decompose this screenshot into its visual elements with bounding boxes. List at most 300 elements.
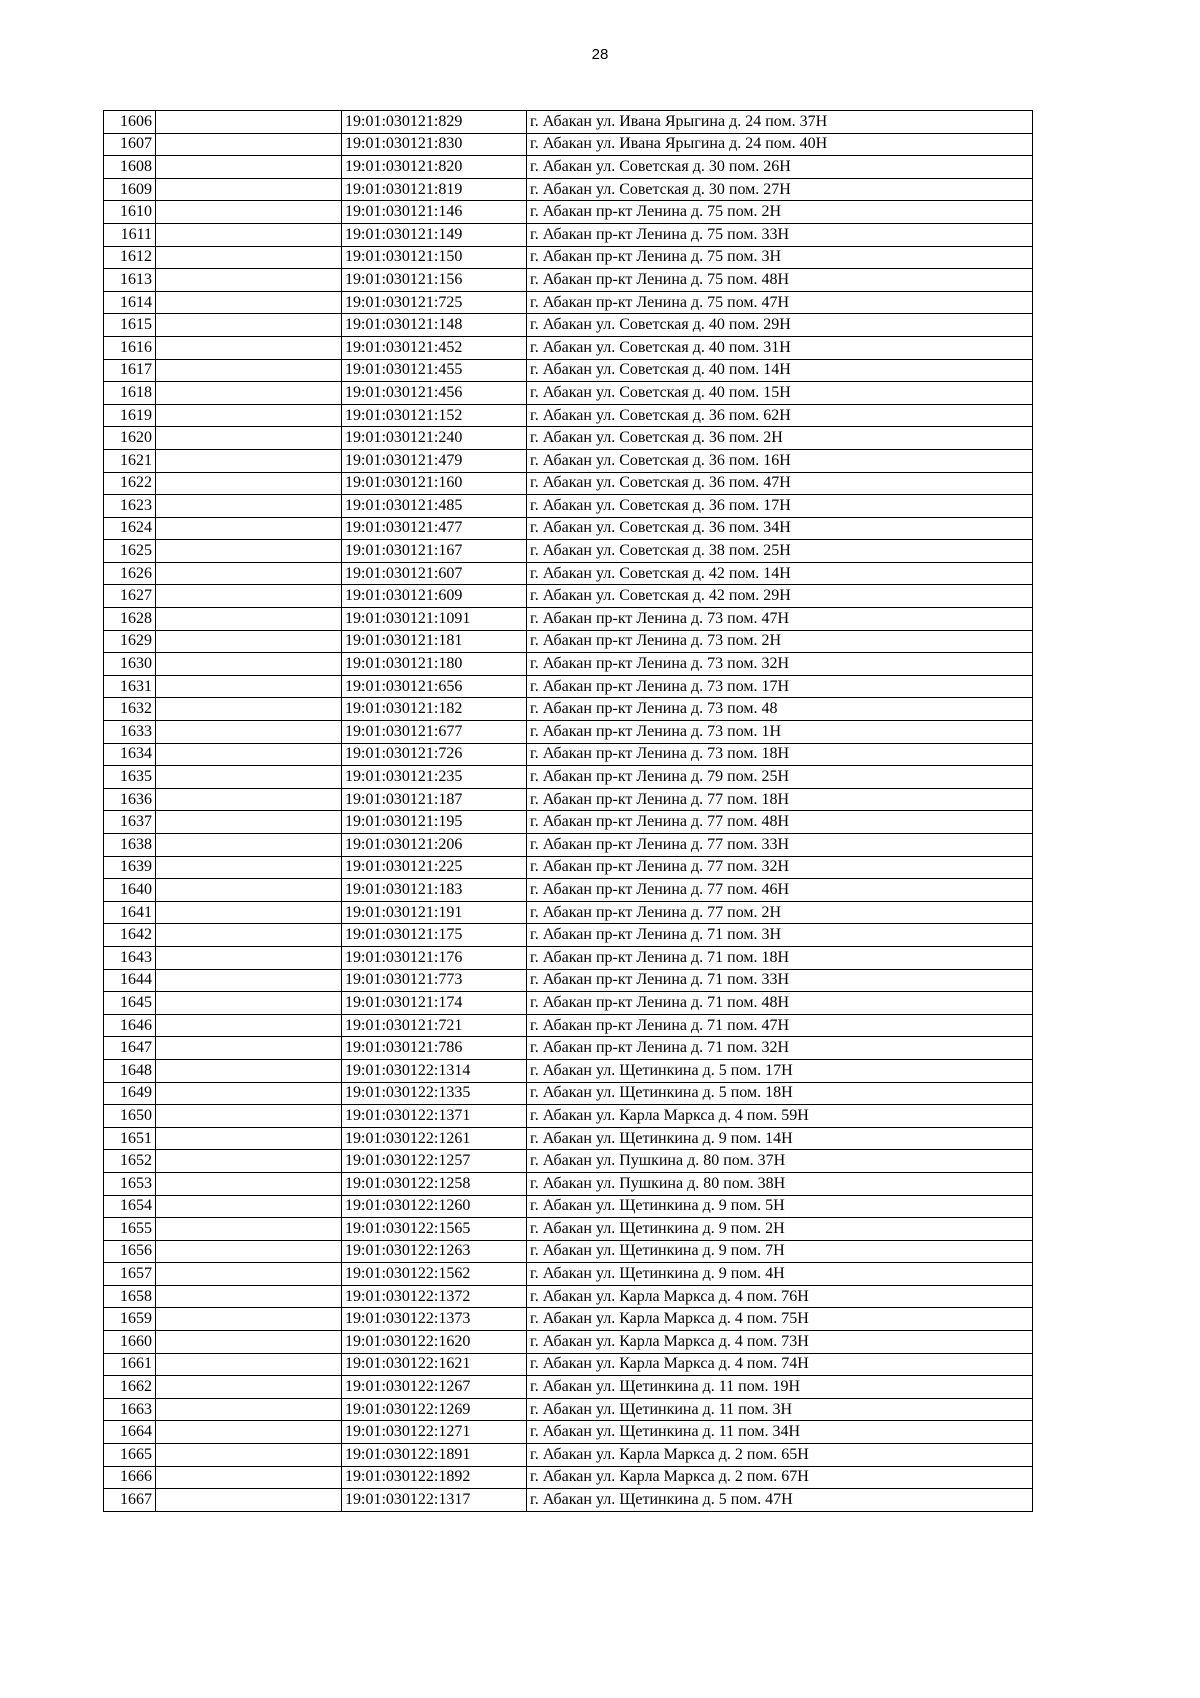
- empty-cell: [156, 1195, 342, 1218]
- address-cell: г. Абакан пр-кт Ленина д. 77 пом. 33Н: [527, 834, 1033, 857]
- row-number-cell: 1634: [104, 743, 156, 766]
- address-cell: г. Абакан пр-кт Ленина д. 75 пом. 47Н: [527, 291, 1033, 314]
- address-cell: г. Абакан ул. Щетинкина д. 9 пом. 14Н: [527, 1127, 1033, 1150]
- empty-cell: [156, 811, 342, 834]
- cadastral-number-cell: 19:01:030121:609: [342, 585, 527, 608]
- cadastral-number-cell: 19:01:030122:1269: [342, 1398, 527, 1421]
- table-row: [104, 1059, 1033, 1082]
- table-row: [104, 924, 1033, 947]
- address-cell: г. Абакан ул. Советская д. 30 пом. 27Н: [527, 178, 1033, 201]
- row-number-cell: 1608: [104, 156, 156, 179]
- empty-cell: [156, 1172, 342, 1195]
- row-number-cell: 1650: [104, 1105, 156, 1128]
- empty-cell: [156, 223, 342, 246]
- cadastral-number-cell: 19:01:030122:1257: [342, 1150, 527, 1173]
- empty-cell: [156, 1308, 342, 1331]
- row-number-cell: 1663: [104, 1398, 156, 1421]
- row-number-cell: 1615: [104, 314, 156, 337]
- row-number-cell: 1624: [104, 517, 156, 540]
- table-row: [104, 1082, 1033, 1105]
- row-number-cell: 1649: [104, 1082, 156, 1105]
- cadastral-number-cell: 19:01:030121:148: [342, 314, 527, 337]
- cadastral-number-cell: 19:01:030121:677: [342, 721, 527, 744]
- cadastral-number-cell: 19:01:030121:829: [342, 111, 527, 134]
- cadastral-number-cell: 19:01:030121:786: [342, 1037, 527, 1060]
- cadastral-number-cell: 19:01:030122:1891: [342, 1444, 527, 1467]
- row-number-cell: 1666: [104, 1466, 156, 1489]
- address-cell: г. Абакан ул. Карла Маркса д. 4 пом. 73Н: [527, 1331, 1033, 1354]
- address-cell: г. Абакан пр-кт Ленина д. 71 пом. 18Н: [527, 946, 1033, 969]
- empty-cell: [156, 1466, 342, 1489]
- table-row: [104, 1014, 1033, 1037]
- row-number-cell: 1656: [104, 1240, 156, 1263]
- table-row: [104, 1037, 1033, 1060]
- empty-cell: [156, 517, 342, 540]
- empty-cell: [156, 133, 342, 156]
- empty-cell: [156, 1444, 342, 1467]
- address-cell: г. Абакан пр-кт Ленина д. 77 пом. 18Н: [527, 788, 1033, 811]
- cadastral-number-cell: 19:01:030122:1317: [342, 1489, 527, 1512]
- cadastral-number-cell: 19:01:030121:182: [342, 698, 527, 721]
- table-row: [104, 946, 1033, 969]
- row-number-cell: 1653: [104, 1172, 156, 1195]
- address-cell: г. Абакан ул. Советская д. 40 пом. 14Н: [527, 359, 1033, 382]
- address-cell: г. Абакан ул. Советская д. 42 пом. 29Н: [527, 585, 1033, 608]
- empty-cell: [156, 291, 342, 314]
- table-row: [104, 133, 1033, 156]
- address-cell: г. Абакан ул. Щетинкина д. 11 пом. 19Н: [527, 1376, 1033, 1399]
- row-number-cell: 1629: [104, 630, 156, 653]
- address-cell: г. Абакан пр-кт Ленина д. 71 пом. 47Н: [527, 1014, 1033, 1037]
- cadastral-number-cell: 19:01:030121:456: [342, 382, 527, 405]
- table-row: [104, 1218, 1033, 1241]
- empty-cell: [156, 314, 342, 337]
- empty-cell: [156, 382, 342, 405]
- cadastral-number-cell: 19:01:030121:181: [342, 630, 527, 653]
- table-row: [104, 269, 1033, 292]
- cadastral-number-cell: 19:01:030121:176: [342, 946, 527, 969]
- table-row: [104, 1308, 1033, 1331]
- table-row: [104, 1195, 1033, 1218]
- cadastral-number-cell: 19:01:030122:1258: [342, 1172, 527, 1195]
- address-cell: г. Абакан пр-кт Ленина д. 73 пом. 17Н: [527, 675, 1033, 698]
- address-cell: г. Абакан пр-кт Ленина д. 73 пом. 47Н: [527, 608, 1033, 631]
- empty-cell: [156, 427, 342, 450]
- address-cell: г. Абакан пр-кт Ленина д. 73 пом. 48: [527, 698, 1033, 721]
- address-cell: г. Абакан пр-кт Ленина д. 73 пом. 32Н: [527, 653, 1033, 676]
- empty-cell: [156, 856, 342, 879]
- cadastral-number-cell: 19:01:030122:1565: [342, 1218, 527, 1241]
- table-row: [104, 1398, 1033, 1421]
- empty-cell: [156, 1037, 342, 1060]
- cadastral-number-cell: 19:01:030121:146: [342, 201, 527, 224]
- row-number-cell: 1643: [104, 946, 156, 969]
- empty-cell: [156, 1285, 342, 1308]
- address-cell: г. Абакан ул. Пушкина д. 80 пом. 38Н: [527, 1172, 1033, 1195]
- cadastral-number-cell: 19:01:030122:1562: [342, 1263, 527, 1286]
- row-number-cell: 1633: [104, 721, 156, 744]
- row-number-cell: 1642: [104, 924, 156, 947]
- address-cell: г. Абакан ул. Щетинкина д. 9 пом. 7Н: [527, 1240, 1033, 1263]
- address-cell: г. Абакан ул. Щетинкина д. 5 пом. 47Н: [527, 1489, 1033, 1512]
- cadastral-number-cell: 19:01:030121:183: [342, 879, 527, 902]
- row-number-cell: 1614: [104, 291, 156, 314]
- table-row: [104, 1172, 1033, 1195]
- table-row: [104, 517, 1033, 540]
- address-cell: г. Абакан пр-кт Ленина д. 71 пом. 33Н: [527, 969, 1033, 992]
- empty-cell: [156, 1353, 342, 1376]
- cadastral-number-cell: 19:01:030121:175: [342, 924, 527, 947]
- row-number-cell: 1645: [104, 992, 156, 1015]
- row-number-cell: 1607: [104, 133, 156, 156]
- address-cell: г. Абакан пр-кт Ленина д. 77 пом. 2Н: [527, 901, 1033, 924]
- table-row: [104, 1444, 1033, 1467]
- page-number: 28: [591, 46, 609, 63]
- empty-cell: [156, 201, 342, 224]
- table-row: [104, 495, 1033, 518]
- table-row: [104, 1150, 1033, 1173]
- address-cell: г. Абакан ул. Советская д. 40 пом. 15Н: [527, 382, 1033, 405]
- table-row: [104, 879, 1033, 902]
- address-cell: г. Абакан пр-кт Ленина д. 71 пом. 3Н: [527, 924, 1033, 947]
- table-row: [104, 223, 1033, 246]
- cadastral-number-cell: 19:01:030121:240: [342, 427, 527, 450]
- empty-cell: [156, 1263, 342, 1286]
- row-number-cell: 1640: [104, 879, 156, 902]
- cadastral-number-cell: 19:01:030121:1091: [342, 608, 527, 631]
- cadastral-number-cell: 19:01:030121:174: [342, 992, 527, 1015]
- cadastral-number-cell: 19:01:030122:1620: [342, 1331, 527, 1354]
- address-cell: г. Абакан ул. Щетинкина д. 11 пом. 3Н: [527, 1398, 1033, 1421]
- address-cell: г. Абакан ул. Карла Маркса д. 4 пом. 76Н: [527, 1285, 1033, 1308]
- row-number-cell: 1625: [104, 540, 156, 563]
- cadastral-number-cell: 19:01:030121:721: [342, 1014, 527, 1037]
- empty-cell: [156, 449, 342, 472]
- table-row: [104, 698, 1033, 721]
- cadastral-number-cell: 19:01:030121:607: [342, 562, 527, 585]
- empty-cell: [156, 1398, 342, 1421]
- row-number-cell: 1655: [104, 1218, 156, 1241]
- row-number-cell: 1622: [104, 472, 156, 495]
- table-row: [104, 992, 1033, 1015]
- cadastral-number-cell: 19:01:030121:726: [342, 743, 527, 766]
- row-number-cell: 1667: [104, 1489, 156, 1512]
- table-row: [104, 721, 1033, 744]
- row-number-cell: 1627: [104, 585, 156, 608]
- cadastral-number-cell: 19:01:030122:1335: [342, 1082, 527, 1105]
- empty-cell: [156, 1421, 342, 1444]
- row-number-cell: 1644: [104, 969, 156, 992]
- cadastral-number-cell: 19:01:030122:1260: [342, 1195, 527, 1218]
- property-registry-table: [103, 110, 1033, 1512]
- table-row: [104, 336, 1033, 359]
- address-cell: г. Абакан ул. Советская д. 40 пом. 29Н: [527, 314, 1033, 337]
- address-cell: г. Абакан ул. Щетинкина д. 5 пом. 17Н: [527, 1059, 1033, 1082]
- row-number-cell: 1654: [104, 1195, 156, 1218]
- empty-cell: [156, 1127, 342, 1150]
- empty-cell: [156, 111, 342, 134]
- table-row: [104, 766, 1033, 789]
- address-cell: г. Абакан пр-кт Ленина д. 73 пом. 2Н: [527, 630, 1033, 653]
- address-cell: г. Абакан ул. Советская д. 36 пом. 16Н: [527, 449, 1033, 472]
- row-number-cell: 1658: [104, 1285, 156, 1308]
- cadastral-number-cell: 19:01:030122:1261: [342, 1127, 527, 1150]
- address-cell: г. Абакан пр-кт Ленина д. 73 пом. 18Н: [527, 743, 1033, 766]
- address-cell: г. Абакан ул. Советская д. 36 пом. 47Н: [527, 472, 1033, 495]
- address-cell: г. Абакан пр-кт Ленина д. 71 пом. 48Н: [527, 992, 1033, 1015]
- table-row: [104, 427, 1033, 450]
- address-cell: г. Абакан ул. Пушкина д. 80 пом. 37Н: [527, 1150, 1033, 1173]
- empty-cell: [156, 630, 342, 653]
- cadastral-number-cell: 19:01:030122:1892: [342, 1466, 527, 1489]
- cadastral-number-cell: 19:01:030121:235: [342, 766, 527, 789]
- cadastral-number-cell: 19:01:030121:725: [342, 291, 527, 314]
- row-number-cell: 1606: [104, 111, 156, 134]
- address-cell: г. Абакан ул. Советская д. 42 пом. 14Н: [527, 562, 1033, 585]
- empty-cell: [156, 404, 342, 427]
- row-number-cell: 1621: [104, 449, 156, 472]
- empty-cell: [156, 766, 342, 789]
- cadastral-number-cell: 19:01:030121:225: [342, 856, 527, 879]
- cadastral-number-cell: 19:01:030121:149: [342, 223, 527, 246]
- row-number-cell: 1657: [104, 1263, 156, 1286]
- empty-cell: [156, 269, 342, 292]
- empty-cell: [156, 472, 342, 495]
- row-number-cell: 1638: [104, 834, 156, 857]
- row-number-cell: 1659: [104, 1308, 156, 1331]
- empty-cell: [156, 178, 342, 201]
- row-number-cell: 1616: [104, 336, 156, 359]
- row-number-cell: 1635: [104, 766, 156, 789]
- empty-cell: [156, 1489, 342, 1512]
- row-number-cell: 1630: [104, 653, 156, 676]
- empty-cell: [156, 359, 342, 382]
- row-number-cell: 1646: [104, 1014, 156, 1037]
- address-cell: г. Абакан ул. Щетинкина д. 5 пом. 18Н: [527, 1082, 1033, 1105]
- cadastral-number-cell: 19:01:030121:160: [342, 472, 527, 495]
- row-number-cell: 1661: [104, 1353, 156, 1376]
- table-row: [104, 156, 1033, 179]
- row-number-cell: 1623: [104, 495, 156, 518]
- empty-cell: [156, 901, 342, 924]
- row-number-cell: 1631: [104, 675, 156, 698]
- address-cell: г. Абакан ул. Советская д. 38 пом. 25Н: [527, 540, 1033, 563]
- registry-table-body: [104, 111, 1033, 1512]
- table-row: [104, 314, 1033, 337]
- row-number-cell: 1632: [104, 698, 156, 721]
- table-row: [104, 246, 1033, 269]
- cadastral-number-cell: 19:01:030122:1271: [342, 1421, 527, 1444]
- cadastral-number-cell: 19:01:030122:1373: [342, 1308, 527, 1331]
- cadastral-number-cell: 19:01:030122:1621: [342, 1353, 527, 1376]
- address-cell: г. Абакан пр-кт Ленина д. 71 пом. 32Н: [527, 1037, 1033, 1060]
- table-row: [104, 1285, 1033, 1308]
- table-row: [104, 1489, 1033, 1512]
- address-cell: г. Абакан ул. Советская д. 36 пом. 17Н: [527, 495, 1033, 518]
- address-cell: г. Абакан пр-кт Ленина д. 75 пом. 48Н: [527, 269, 1033, 292]
- address-cell: г. Абакан пр-кт Ленина д. 77 пом. 48Н: [527, 811, 1033, 834]
- row-number-cell: 1611: [104, 223, 156, 246]
- table-row: [104, 1421, 1033, 1444]
- cadastral-number-cell: 19:01:030122:1372: [342, 1285, 527, 1308]
- cadastral-number-cell: 19:01:030121:452: [342, 336, 527, 359]
- table-row: [104, 1240, 1033, 1263]
- table-row: [104, 449, 1033, 472]
- cadastral-number-cell: 19:01:030121:152: [342, 404, 527, 427]
- row-number-cell: 1652: [104, 1150, 156, 1173]
- cadastral-number-cell: 19:01:030121:819: [342, 178, 527, 201]
- row-number-cell: 1651: [104, 1127, 156, 1150]
- address-cell: г. Абакан ул. Карла Маркса д. 4 пом. 75Н: [527, 1308, 1033, 1331]
- row-number-cell: 1641: [104, 901, 156, 924]
- empty-cell: [156, 1014, 342, 1037]
- empty-cell: [156, 1150, 342, 1173]
- table-row: [104, 1353, 1033, 1376]
- table-row: [104, 1105, 1033, 1128]
- address-cell: г. Абакан ул. Щетинкина д. 11 пом. 34Н: [527, 1421, 1033, 1444]
- row-number-cell: 1639: [104, 856, 156, 879]
- row-number-cell: 1612: [104, 246, 156, 269]
- empty-cell: [156, 495, 342, 518]
- address-cell: г. Абакан пр-кт Ленина д. 75 пом. 33Н: [527, 223, 1033, 246]
- empty-cell: [156, 969, 342, 992]
- empty-cell: [156, 608, 342, 631]
- row-number-cell: 1619: [104, 404, 156, 427]
- address-cell: г. Абакан ул. Советская д. 40 пом. 31Н: [527, 336, 1033, 359]
- cadastral-number-cell: 19:01:030122:1314: [342, 1059, 527, 1082]
- table-row: [104, 630, 1033, 653]
- empty-cell: [156, 1105, 342, 1128]
- cadastral-number-cell: 19:01:030122:1263: [342, 1240, 527, 1263]
- table-row: [104, 291, 1033, 314]
- cadastral-number-cell: 19:01:030121:820: [342, 156, 527, 179]
- cadastral-number-cell: 19:01:030121:195: [342, 811, 527, 834]
- table-row: [104, 201, 1033, 224]
- empty-cell: [156, 653, 342, 676]
- empty-cell: [156, 156, 342, 179]
- table-row: [104, 562, 1033, 585]
- row-number-cell: 1613: [104, 269, 156, 292]
- table-row: [104, 675, 1033, 698]
- cadastral-number-cell: 19:01:030121:656: [342, 675, 527, 698]
- row-number-cell: 1637: [104, 811, 156, 834]
- table-row: [104, 540, 1033, 563]
- address-cell: г. Абакан пр-кт Ленина д. 73 пом. 1Н: [527, 721, 1033, 744]
- table-row: [104, 111, 1033, 134]
- empty-cell: [156, 924, 342, 947]
- table-row: [104, 743, 1033, 766]
- table-row: [104, 382, 1033, 405]
- row-number-cell: 1617: [104, 359, 156, 382]
- address-cell: г. Абакан ул. Советская д. 30 пом. 26Н: [527, 156, 1033, 179]
- empty-cell: [156, 992, 342, 1015]
- row-number-cell: 1626: [104, 562, 156, 585]
- empty-cell: [156, 1218, 342, 1241]
- empty-cell: [156, 698, 342, 721]
- cadastral-number-cell: 19:01:030121:477: [342, 517, 527, 540]
- address-cell: г. Абакан ул. Ивана Ярыгина д. 24 пом. 40Н: [527, 133, 1033, 156]
- table-row: [104, 404, 1033, 427]
- row-number-cell: 1610: [104, 201, 156, 224]
- table-row: [104, 653, 1033, 676]
- table-row: [104, 1331, 1033, 1354]
- table-row: [104, 811, 1033, 834]
- table-row: [104, 1263, 1033, 1286]
- address-cell: г. Абакан пр-кт Ленина д. 79 пом. 25Н: [527, 766, 1033, 789]
- cadastral-number-cell: 19:01:030121:485: [342, 495, 527, 518]
- empty-cell: [156, 336, 342, 359]
- cadastral-number-cell: 19:01:030121:479: [342, 449, 527, 472]
- address-cell: г. Абакан ул. Карла Маркса д. 4 пом. 74Н: [527, 1353, 1033, 1376]
- empty-cell: [156, 540, 342, 563]
- empty-cell: [156, 1059, 342, 1082]
- table-row: [104, 608, 1033, 631]
- address-cell: г. Абакан ул. Советская д. 36 пом. 34Н: [527, 517, 1033, 540]
- cadastral-number-cell: 19:01:030121:180: [342, 653, 527, 676]
- table-row: [104, 359, 1033, 382]
- cadastral-number-cell: 19:01:030121:150: [342, 246, 527, 269]
- cadastral-number-cell: 19:01:030122:1267: [342, 1376, 527, 1399]
- table-row: [104, 472, 1033, 495]
- row-number-cell: 1636: [104, 788, 156, 811]
- empty-cell: [156, 1331, 342, 1354]
- address-cell: г. Абакан пр-кт Ленина д. 77 пом. 32Н: [527, 856, 1033, 879]
- row-number-cell: 1647: [104, 1037, 156, 1060]
- cadastral-number-cell: 19:01:030121:187: [342, 788, 527, 811]
- table-row: [104, 1376, 1033, 1399]
- table-row: [104, 1127, 1033, 1150]
- table-row: [104, 834, 1033, 857]
- address-cell: г. Абакан пр-кт Ленина д. 77 пом. 46Н: [527, 879, 1033, 902]
- cadastral-number-cell: 19:01:030122:1371: [342, 1105, 527, 1128]
- address-cell: г. Абакан ул. Карла Маркса д. 2 пом. 65Н: [527, 1444, 1033, 1467]
- address-cell: г. Абакан ул. Карла Маркса д. 2 пом. 67Н: [527, 1466, 1033, 1489]
- address-cell: г. Абакан ул. Щетинкина д. 9 пом. 4Н: [527, 1263, 1033, 1286]
- row-number-cell: 1609: [104, 178, 156, 201]
- cadastral-number-cell: 19:01:030121:830: [342, 133, 527, 156]
- cadastral-number-cell: 19:01:030121:773: [342, 969, 527, 992]
- empty-cell: [156, 721, 342, 744]
- empty-cell: [156, 946, 342, 969]
- empty-cell: [156, 834, 342, 857]
- cadastral-number-cell: 19:01:030121:156: [342, 269, 527, 292]
- address-cell: г. Абакан пр-кт Ленина д. 75 пом. 3Н: [527, 246, 1033, 269]
- row-number-cell: 1618: [104, 382, 156, 405]
- empty-cell: [156, 1082, 342, 1105]
- row-number-cell: 1628: [104, 608, 156, 631]
- table-row: [104, 856, 1033, 879]
- row-number-cell: 1665: [104, 1444, 156, 1467]
- address-cell: г. Абакан ул. Щетинкина д. 9 пом. 2Н: [527, 1218, 1033, 1241]
- table-row: [104, 178, 1033, 201]
- empty-cell: [156, 1376, 342, 1399]
- address-cell: г. Абакан ул. Ивана Ярыгина д. 24 пом. 37Н: [527, 111, 1033, 134]
- address-cell: г. Абакан ул. Щетинкина д. 9 пом. 5Н: [527, 1195, 1033, 1218]
- empty-cell: [156, 788, 342, 811]
- table-row: [104, 1466, 1033, 1489]
- address-cell: г. Абакан пр-кт Ленина д. 75 пом. 2Н: [527, 201, 1033, 224]
- table-row: [104, 788, 1033, 811]
- empty-cell: [156, 246, 342, 269]
- table-row: [104, 585, 1033, 608]
- cadastral-number-cell: 19:01:030121:167: [342, 540, 527, 563]
- row-number-cell: 1620: [104, 427, 156, 450]
- address-cell: г. Абакан ул. Карла Маркса д. 4 пом. 59Н: [527, 1105, 1033, 1128]
- address-cell: г. Абакан ул. Советская д. 36 пом. 62Н: [527, 404, 1033, 427]
- empty-cell: [156, 1240, 342, 1263]
- empty-cell: [156, 743, 342, 766]
- table-row: [104, 969, 1033, 992]
